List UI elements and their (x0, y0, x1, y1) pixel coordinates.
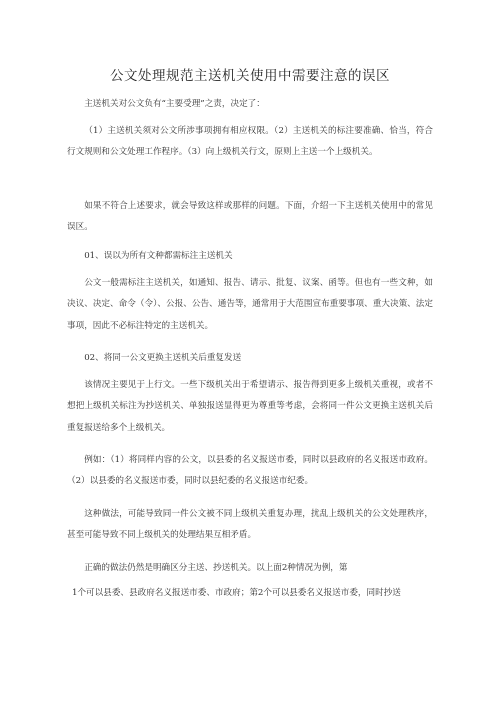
paragraph-example: 例如：（1）将同样内容的公文，以县委的名义报送市委，同时以县政府的名义报送市政府。（2）以县委的名义报送市委，同时以县纪委的名义报送市纪委。 (67, 455, 433, 487)
paragraph-intro: 主送机关对公文负有“主要受理”之责，决定了： (84, 99, 265, 109)
paragraph-section-02: 该情况主要见于上行文。一些下级机关出于希望请示、报告得到更多上级机关重视，或者不想把上级机关标注为抄送机关、单独报送显得更为尊重等考虑，会将同一件公文更换主送机关后重复报送给多个上级机关。 (67, 380, 433, 433)
paragraph-section-01: 公文一般需标注主送机关，如通知、报告、请示、批复、议案、函等。但也有一些文种，如决议、决定、命令（令）、公报、公告、通告等，通常用于大范围宣布重要事项、重大决策、法定事项，因此不必标注特定的主送机关。 (67, 278, 433, 331)
paragraph-transition: 如果不符合上述要求，就会导致这样或那样的问题。下面，介绍一下主送机关使用中的常见误区。 (67, 201, 433, 233)
paragraph-requirements: （1）主送机关须对公文所涉事项拥有相应权限。（2）主送机关的标注要准确、恰当，符合行文规则和公文处理工作程序。（3）向上级机关行文，原则上主送一个上级机关。 (67, 126, 433, 158)
paragraph-consequence: 这种做法，可能导致同一件公文被不同上级机关重复办理，扰乱上级机关的公文处理秩序，甚至可能导致不同上级机关的处理结果互相矛盾。 (67, 509, 433, 541)
section-heading-02: 02、将同一公文更换主送机关后重复发送 (84, 353, 242, 363)
section-heading-01: 01、误以为所有文种都需标注主送机关 (84, 251, 233, 261)
document-title: 公文处理规范主送机关使用中需要注意的误区 (110, 68, 390, 84)
paragraph-continuation: 1个可以县委、县政府名义报送市委、市政府；第2个可以县委名义报送市委，同时抄送 (72, 588, 401, 598)
paragraph-correct-practice: 正确的做法仍然是明确区分主送、抄送机关。以上面2种情况为例，第 (84, 563, 348, 573)
